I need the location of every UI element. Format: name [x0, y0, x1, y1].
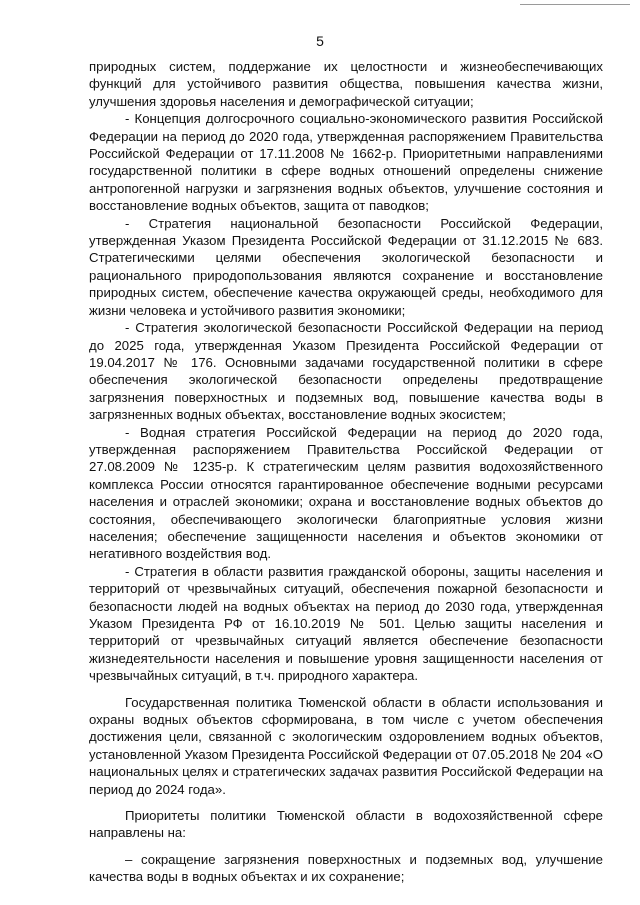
document-body [89, 58, 603, 886]
paragraph-ecological-security-strategy: - Стратегия экологической безопасности Российской Федерации на период до 2025 года, утвержденная Указом Президента Российской Федерации от 19.04.2017 № 176. Основными задачами государственной политики в сфере обеспечения экологической безопасности определены предотвращение загрязнения поверхностных и подземных вод, повышение качества воды в загрязненных водных объектах, восстановление водных экосистем; [89, 320, 603, 423]
paragraph-priority-pollution-reduction: – сокращение загрязнения поверхностных и подземных вод, улучшение качества воды в водных объектах и их сохранение; [89, 851, 603, 885]
paragraph-water-strategy: - Водная стратегия Российской Федерации на период до 2020 года, утвержденная распоряжением Правительства Российской Федерации от 27.08.2009 № 1235-р. К стратегическим целям развития водохозяйственного комплекса России относятся гарантированное обеспечение водными ресурсами населения и отраслей экономики; охрана и восстановление водных объектов до состояния, обеспечивающего экологически благоприятные условия жизни населения; обеспечение защищенности населения и объектов экономики от негативного воздействия вод. [89, 424, 603, 562]
paragraph-civil-defense-strategy: - Стратегия в области развития гражданской обороны, защиты населения и территорий от чрезвычайных ситуаций, обеспечения пожарной безопасности и безопасности людей на водных объектах на период до 2030 года, утвержденная Указом Президента РФ от 16.10.2019 № 501. Целью защиты населения и территорий от чрезвычайных ситуаций является обеспечение безопасности жизнедеятельности населения и повышение уровня защищенности населения от чрезвычайных ситуаций, в т.ч. природного характера. [89, 563, 603, 684]
top-corner-rule [520, 4, 630, 5]
page-number: 5 [316, 33, 324, 49]
paragraph-concept-2020: - Концепция долгосрочного социально-экономического развития Российской Федерации на период до 2020 года, утвержденная распоряжением Правительства Российской Федерации от 17.11.2008 № 1662-р. Приоритетными направлениями государственной политики в сфере водных отношений определены снижение антропогенной нагрузки и загрязнения водных объектов, улучшение состояния и восстановление водных объектов, защита от паводков; [89, 111, 603, 214]
paragraph-continuation: природных систем, поддержание их целостности и жизнеобеспечивающих функций для устойчивого развития общества, повышения качества жизни, улучшения здоровья населения и демографической ситуации; [89, 59, 603, 109]
paragraph-national-security-strategy: - Стратегия национальной безопасности Российской Федерации, утвержденная Указом Президента Российской Федерации от 31.12.2015 № 683. Стратегическими целями обеспечения экологической безопасности и рационального природопользования являются сохранение и восстановление природных систем, обеспечение качества окружающей среды, необходимого для жизни человека и устойчивого развития экономики; [89, 215, 603, 318]
paragraph-tyumen-state-policy: Государственная политика Тюменской области в области использования и охраны водных объектов сформирована, в том числе с учетом обеспечения достижения цели, связанной с экологическим оздоровлением водных объектов, установленной Указом Президента Российской Федерации от 07.05.2018 № 204 «О национальных целях и стратегических задачах развития Российской Федерации на период до 2024 года». [89, 694, 603, 797]
paragraph-priorities-intro: Приоритеты политики Тюменской области в водохозяйственной сфере направлены на: [89, 808, 603, 841]
